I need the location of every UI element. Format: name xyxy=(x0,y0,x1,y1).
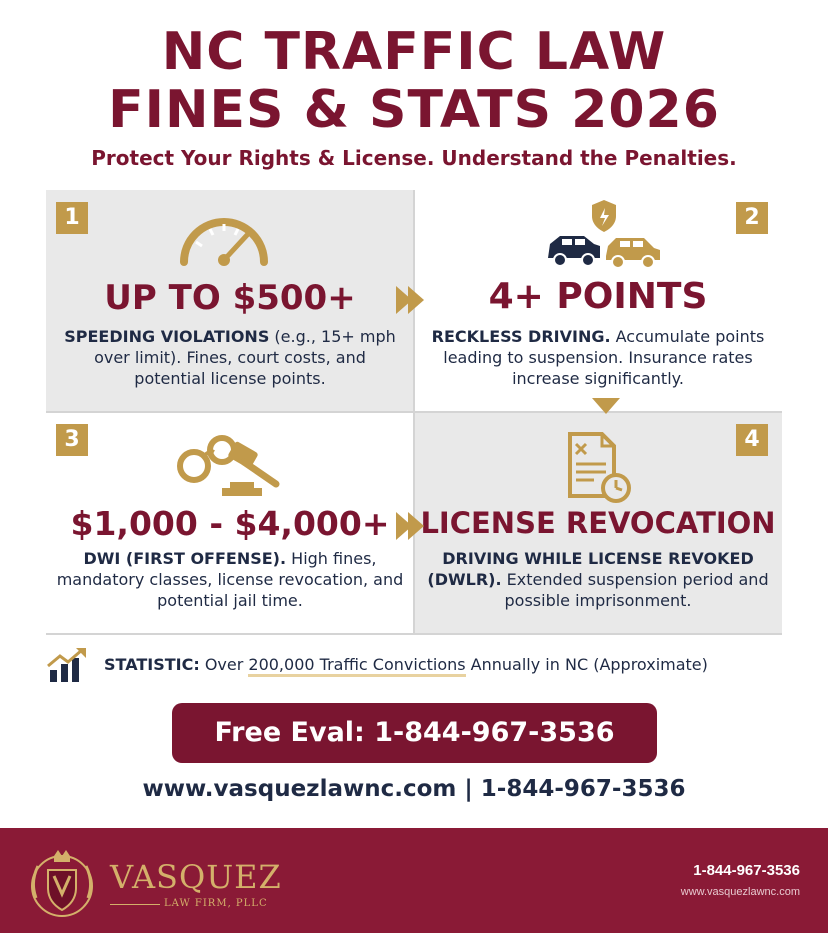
card-number: 2 xyxy=(736,202,768,234)
card-description: RECKLESS DRIVING. Accumulate points leading to suspension. Insurance rates increase significantly. xyxy=(431,327,765,388)
car-crash-icon xyxy=(544,198,664,270)
arrow-right-icon xyxy=(408,286,424,314)
firm-name: VASQUEZ xyxy=(110,858,282,896)
card-reckless-driving xyxy=(414,190,782,412)
grid-divider xyxy=(46,411,782,413)
handcuffs-gavel-icon xyxy=(174,426,284,502)
speedometer-icon xyxy=(176,212,272,268)
footer-bar xyxy=(0,828,828,933)
firm-subtitle: LAW FIRM, PLLC xyxy=(164,898,268,909)
footer-phone[interactable]: 1-844-967-3536 xyxy=(693,862,800,879)
document-clock-icon xyxy=(564,432,634,504)
card-headline: UP TO $500+ xyxy=(104,278,356,318)
contact-line[interactable]: www.vasquezlawnc.com | 1-844-967-3536 xyxy=(142,776,686,802)
statistic-highlight: 200,000 Traffic Convictions xyxy=(248,655,465,677)
penalty-grid xyxy=(46,190,782,634)
statistic-text: STATISTIC: Over 200,000 Traffic Convictions Annually in NC (Approximate) xyxy=(104,655,708,674)
arrow-right-icon xyxy=(408,512,424,540)
arrow-down-icon xyxy=(592,398,620,414)
divider xyxy=(110,904,160,905)
page-subtitle: Protect Your Rights & License. Understand the Penalties. xyxy=(91,146,737,170)
card-license-revocation xyxy=(414,412,782,634)
card-description: DWI (FIRST OFFENSE). High fines, mandatory classes, license revocation, and potential jail time. xyxy=(56,549,404,610)
card-description: SPEEDING VIOLATIONS (e.g., 15+ mph over limit). Fines, court costs, and potential license points. xyxy=(64,327,396,388)
statistic-row xyxy=(46,644,786,684)
free-eval-button[interactable]: Free Eval: 1-844-967-3536 xyxy=(172,703,657,763)
card-number: 1 xyxy=(56,202,88,234)
card-headline: 4+ POINTS xyxy=(488,276,708,317)
card-number: 4 xyxy=(736,424,768,456)
card-speeding xyxy=(46,190,414,412)
card-headline: LICENSE REVOCATION xyxy=(420,506,776,540)
card-number: 3 xyxy=(56,424,88,456)
page-title-line1: NC TRAFFIC LAW xyxy=(161,22,667,82)
card-headline: $1,000 - $4,000+ xyxy=(70,504,390,543)
trending-chart-icon xyxy=(46,646,92,682)
footer-website[interactable]: www.vasquezlawnc.com xyxy=(680,886,800,898)
firm-crest-logo xyxy=(22,842,102,922)
card-dwi xyxy=(46,412,414,634)
page-title-line2: FINES & STATS 2026 xyxy=(108,80,720,140)
card-description: DRIVING WHILE LICENSE REVOKED (DWLR). Extended suspension period and possible imprisonment. xyxy=(427,549,769,610)
grid-divider xyxy=(46,633,782,635)
